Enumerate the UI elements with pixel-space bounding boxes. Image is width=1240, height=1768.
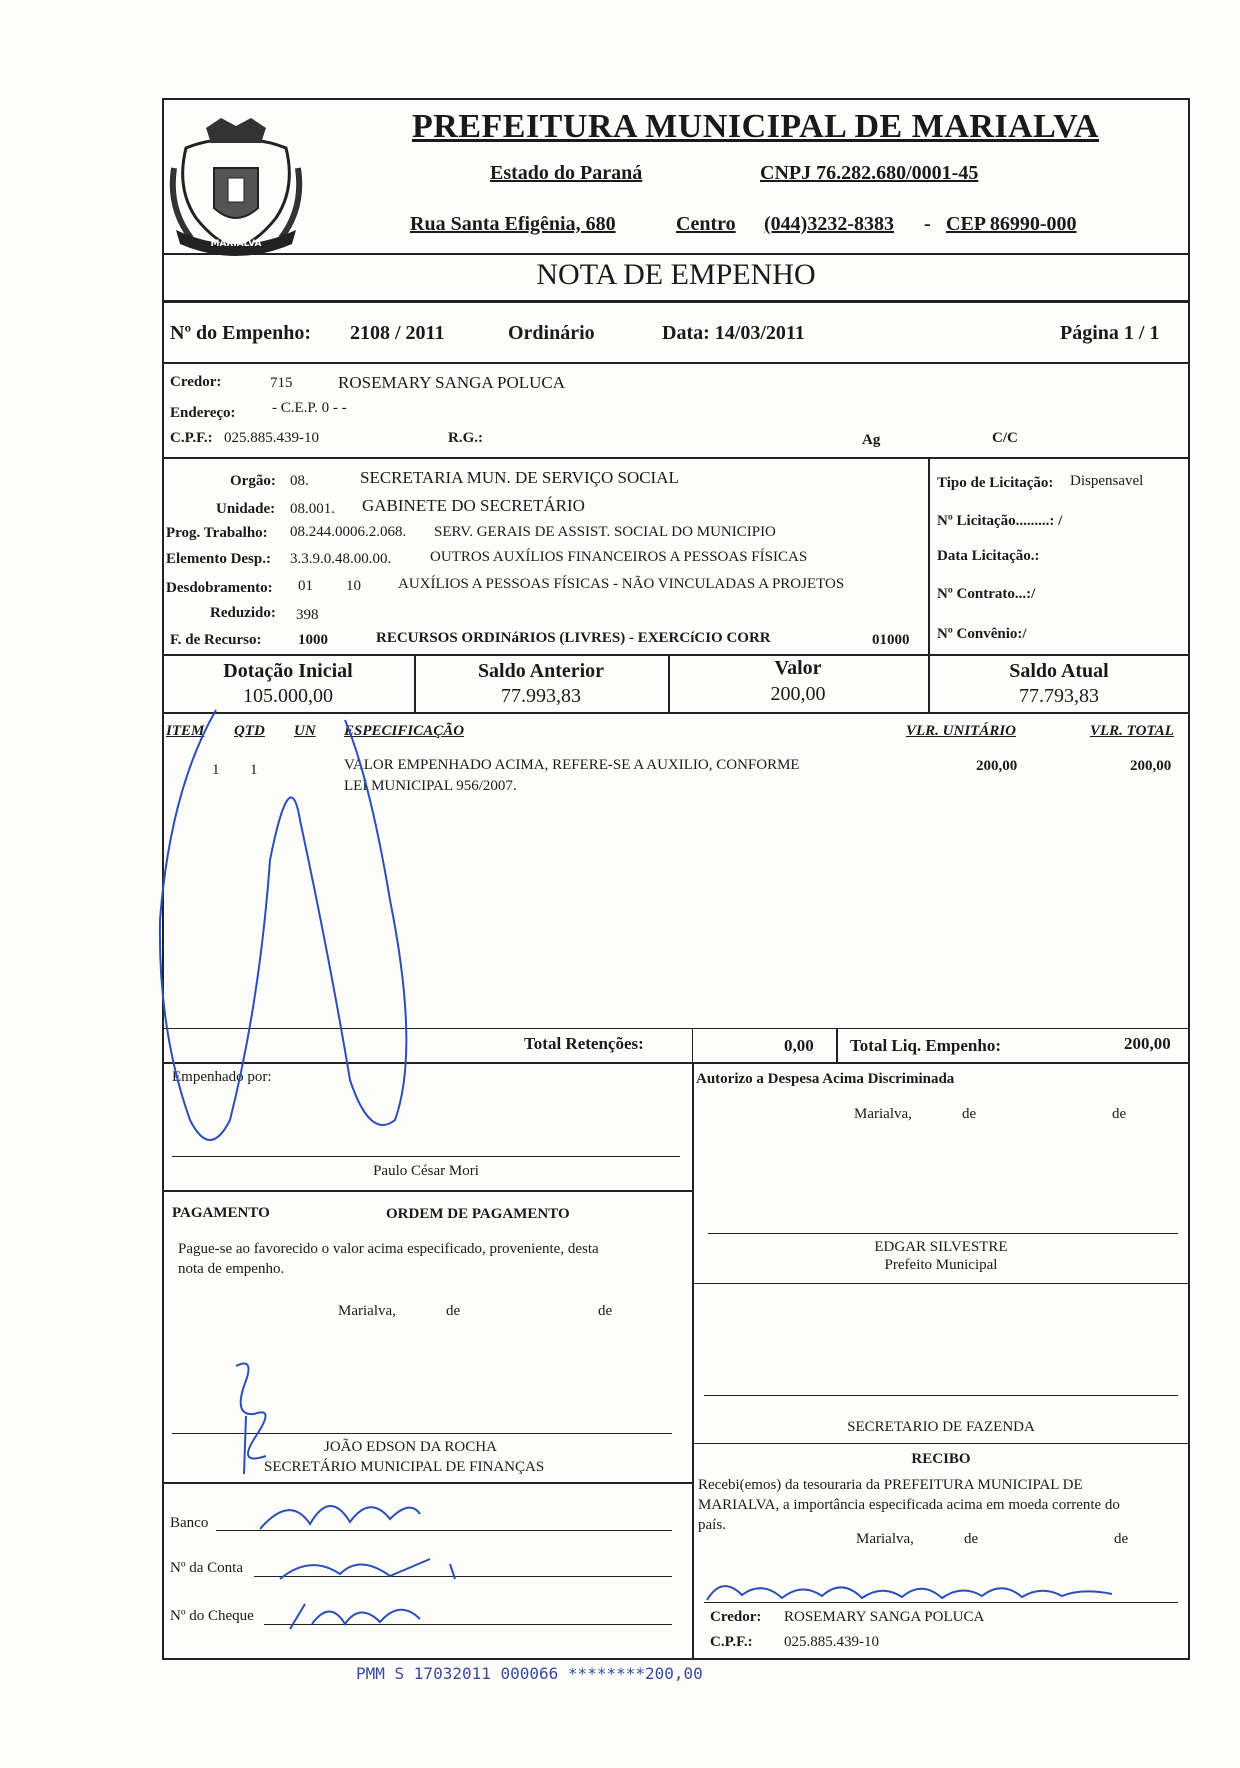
signature-mark-icon (226, 1356, 286, 1476)
autorizo-label: Autorizo a Despesa Acima Discriminada (696, 1071, 955, 1087)
fonte-name: RECURSOS ORDINáRIOS (LIVRES) - EXERCíCIO CORR (376, 630, 771, 646)
divider (162, 362, 1190, 364)
address-phone: (044)3232-8383 (764, 213, 894, 235)
item-total-value: 200,00 (1130, 758, 1172, 774)
total-liquido-value: 200,00 (1124, 1034, 1171, 1053)
divider (836, 1028, 838, 1064)
reduzido-value: 398 (296, 607, 319, 623)
valor-label: Valor (774, 657, 822, 679)
fonte-ref: 01000 (872, 632, 910, 648)
dotacao-value: 105.000,00 (243, 685, 333, 707)
endereco-label: Endereço: (170, 405, 236, 421)
address-neighborhood: Centro (676, 213, 736, 235)
prog-label: Prog. Trabalho: (166, 525, 268, 541)
orgao-label: Orgão: (230, 473, 276, 489)
credor-code: 715 (270, 375, 293, 391)
credor-signature-icon (702, 1570, 1122, 1610)
divider (162, 253, 1190, 255)
empenhado-name: Paulo César Mori (373, 1163, 479, 1179)
divider (692, 1062, 694, 1658)
divider (162, 1190, 692, 1192)
address-separator: - (924, 213, 931, 235)
item-spec-line2: LEI MUNICIPAL 956/2007. (344, 778, 517, 794)
total-retencoes-value: 0,00 (784, 1036, 814, 1055)
saldo-anterior-value: 77.993,83 (501, 685, 581, 707)
cpf-label: C.P.F.: (170, 430, 213, 446)
orgao-code: 08. (290, 473, 309, 489)
orgao-name: SECRETARIA MUN. DE SERVIÇO SOCIAL (360, 468, 679, 487)
elemento-code: 3.3.9.0.48.00.00. (290, 551, 392, 567)
licitacao-number: Nº Licitação.........: / (937, 513, 1063, 529)
elemento-name: OUTROS AUXÍLIOS FINANCEIROS A PESSOAS FÍSICAS (430, 549, 808, 565)
recibo-text-2: MARIALVA, a importância especificada acima em moeda corrente do (698, 1497, 1120, 1513)
desdobramento-a: 01 (298, 578, 313, 594)
col-item: ITEM (166, 723, 205, 739)
pague-text-1: Pague-se ao favorecido o valor acima especificado, proveniente, desta (178, 1241, 599, 1257)
de-label: de (962, 1106, 977, 1122)
recibo-cpf-value: 025.885.439-10 (784, 1634, 879, 1650)
cc-label: C/C (992, 430, 1018, 446)
cnpj-label: CNPJ 76.282.680/0001-45 (760, 162, 979, 184)
recibo-credor-name: ROSEMARY SANGA POLUCA (784, 1609, 985, 1625)
banco-label: Banco (170, 1515, 209, 1531)
de-label: de (446, 1303, 461, 1319)
conta-label: Nº da Conta (170, 1560, 243, 1576)
unidade-name: GABINETE DO SECRETÁRIO (362, 496, 585, 515)
valor-value: 200,00 (770, 683, 826, 705)
divider (162, 654, 1190, 656)
signature-line (704, 1395, 1178, 1396)
saldo-anterior-label: Saldo Anterior (477, 660, 605, 682)
prefeito-name: EDGAR SILVESTRE (874, 1239, 1008, 1255)
divider (162, 300, 1190, 303)
empenho-type: Ordinário (508, 322, 595, 344)
fonte-label: F. de Recurso: (170, 632, 262, 648)
place-label: Marialva, (856, 1531, 914, 1547)
recibo-cpf-label: C.P.F.: (710, 1634, 753, 1650)
municipal-crest-icon (166, 108, 306, 258)
col-qtd: QTD (234, 723, 265, 739)
tipo-licitacao-value: Dispensavel (1070, 473, 1144, 489)
payment-stamp: PMM S 17032011 000066 ********200,00 (356, 1664, 703, 1683)
place-label: Marialva, (338, 1303, 396, 1319)
dotacao-label: Dotação Inicial (223, 660, 353, 682)
licitacao-date: Data Licitação.: (937, 548, 1040, 564)
de-label: de (598, 1303, 613, 1319)
convenio-number: Nº Convênio:/ (937, 626, 1027, 642)
ordem-pagamento-label: ORDEM DE PAGAMENTO (386, 1206, 570, 1222)
credor-label: Credor: (170, 374, 222, 390)
page-number: Página 1 / 1 (1060, 322, 1160, 344)
recibo-text-3: país. (698, 1517, 726, 1533)
pague-text-2: nota de empenho. (178, 1261, 285, 1277)
fonte-code: 1000 (298, 632, 328, 648)
desdobramento-label: Desdobramento: (166, 580, 273, 596)
recibo-title: RECIBO (911, 1451, 971, 1467)
desdobramento-name: AUXÍLIOS A PESSOAS FÍSICAS - NÃO VINCULADAS A PROJETOS (398, 576, 845, 592)
svg-text:MARIALVA: MARIALVA (210, 239, 262, 249)
item-number: 1 (212, 762, 220, 778)
place-label: Marialva, (854, 1106, 912, 1122)
credor-name: ROSEMARY SANGA POLUCA (338, 373, 566, 392)
unidade-label: Unidade: (216, 501, 276, 517)
handwritten-bank-details-icon (250, 1484, 490, 1644)
endereco-value: - C.E.P. 0 - - (272, 400, 347, 416)
pagamento-label: PAGAMENTO (172, 1205, 270, 1221)
prog-name: SERV. GERAIS DE ASSIST. SOCIAL DO MUNICIPIO (434, 524, 776, 540)
address-street: Rua Santa Efigênia, 680 (410, 213, 616, 235)
financas-title: SECRETÁRIO MUNICIPAL DE FINANÇAS (264, 1459, 545, 1475)
empenho-number: 2108 / 2011 (350, 322, 445, 344)
prefeito-title: Prefeito Municipal (884, 1257, 998, 1273)
empenho-label: Nº do Empenho: (170, 322, 312, 344)
tipo-licitacao-label: Tipo de Licitação: (937, 475, 1054, 491)
page-title: PREFEITURA MUNICIPAL DE MARIALVA (412, 108, 1099, 145)
approval-scribble-icon (150, 700, 480, 1160)
recibo-credor-label: Credor: (710, 1609, 762, 1625)
de-label: de (1114, 1531, 1129, 1547)
ag-label: Ag (862, 432, 881, 448)
saldo-atual-value: 77.793,83 (1019, 685, 1099, 707)
divider (692, 1283, 1190, 1284)
total-retencoes-label: Total Retenções: (524, 1034, 644, 1053)
col-spec: ESPECIFICAÇÃO (344, 723, 465, 739)
document-title: NOTA DE EMPENHO (536, 258, 816, 291)
cpf-value: 025.885.439-10 (224, 430, 319, 446)
de-label: de (964, 1531, 979, 1547)
contrato-number: Nº Contrato...:/ (937, 586, 1036, 602)
signature-line (708, 1233, 1178, 1234)
empenho-date: Data: 14/03/2011 (662, 322, 805, 344)
saldo-atual-label: Saldo Atual (1009, 660, 1109, 682)
col-total-value: VLR. TOTAL (1090, 723, 1174, 739)
reduzido-label: Reduzido: (210, 605, 276, 621)
state-label: Estado do Paraná (490, 162, 643, 184)
de-label: de (1112, 1106, 1127, 1122)
item-spec-line1: VALOR EMPENHADO ACIMA, REFERE-SE A AUXILIO, CONFORME (344, 757, 800, 773)
prog-code: 08.244.0006.2.068. (290, 524, 407, 540)
elemento-label: Elemento Desp.: (166, 551, 271, 567)
divider (692, 1443, 1190, 1444)
fazenda-title: SECRETARIO DE FAZENDA (847, 1419, 1035, 1435)
col-unit-value: VLR. UNITÁRIO (906, 723, 1017, 739)
divider (692, 1028, 693, 1064)
empenhado-por-label: Empenhado por: (172, 1069, 272, 1085)
item-unit-value: 200,00 (976, 758, 1018, 774)
unidade-code: 08.001. (290, 501, 335, 517)
recibo-text-1: Recebi(emos) da tesouraria da PREFEITURA MUNICIPAL DE (698, 1477, 1083, 1493)
item-qtd: 1 (250, 762, 258, 778)
total-liquido-label: Total Liq. Empenho: (850, 1036, 1001, 1055)
divider (928, 457, 930, 654)
col-un: UN (294, 723, 316, 739)
desdobramento-b: 10 (346, 578, 361, 594)
financas-name: JOÃO EDSON DA ROCHA (324, 1439, 497, 1455)
rg-label: R.G.: (448, 430, 483, 446)
cheque-label: Nº do Cheque (170, 1608, 254, 1624)
address-cep: CEP 86990-000 (946, 213, 1077, 235)
divider (162, 457, 1190, 459)
